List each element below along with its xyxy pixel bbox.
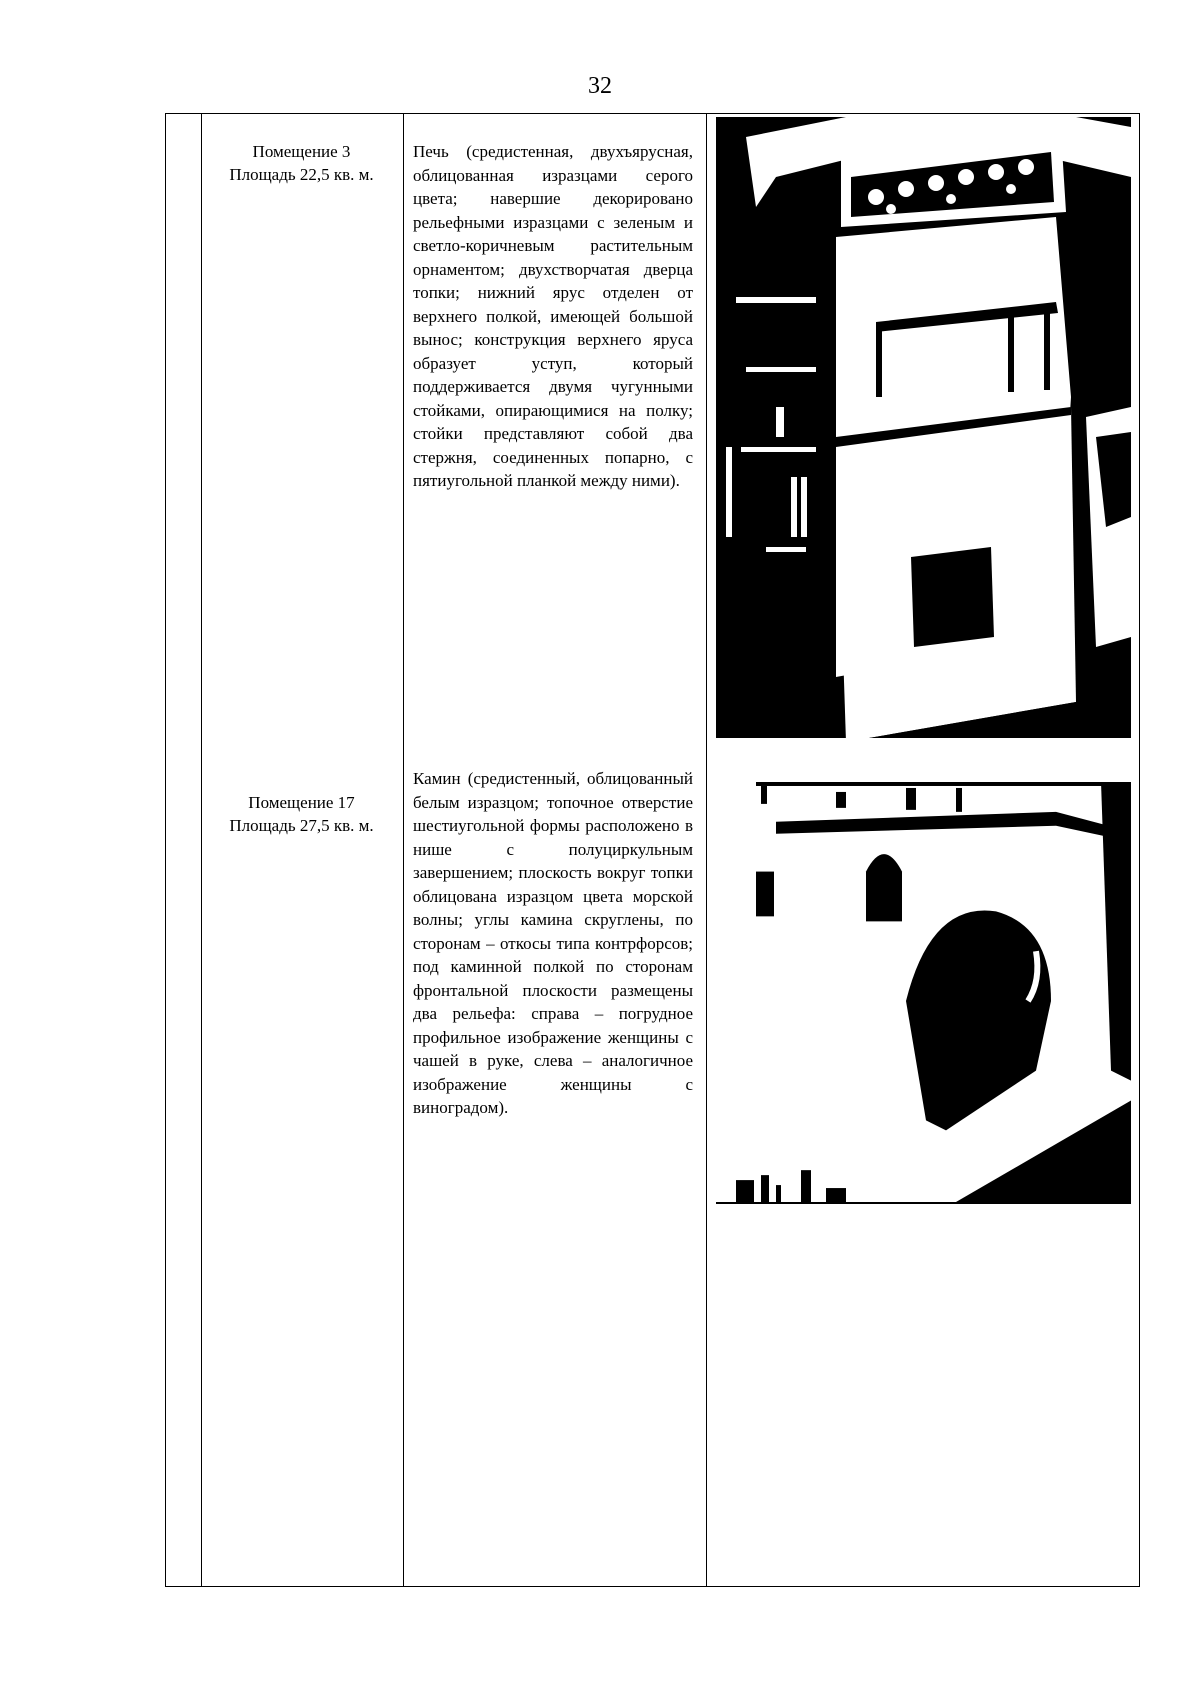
stove-photo <box>716 117 1131 738</box>
room-area: Площадь 27,5 кв. м. <box>229 816 374 835</box>
table-divider-3 <box>706 113 707 1587</box>
room-label-1 <box>203 140 400 186</box>
room-name: Помещение 17 <box>248 793 355 812</box>
table-divider-1 <box>201 113 202 1587</box>
page-number: 32 <box>588 73 612 99</box>
fireplace-photo-graphic <box>716 782 1131 1202</box>
room-name: Помещение 3 <box>252 142 351 161</box>
stove-photo-graphic <box>716 117 1131 738</box>
room-label-2 <box>203 791 400 837</box>
room-area: Площадь 22,5 кв. м. <box>229 165 374 184</box>
table-divider-2 <box>403 113 404 1587</box>
room-description-1: Печь (средистенная, двухъярусная, облицованная изразцами серого цвета; навершие декорировано рельефными изразцами с зеленым и светло-коричневым растительным орнаментом; двухстворчатая дверца топки; нижний ярус отделен от верхнего полкой, имеющей большой вынос; конструкция верхнего яруса образует уступ, который поддерживается двумя чугунными стойками, опирающимися на полку; стойки представляют собой два стержня, соединенных попарно, с пятиугольной планкой между ними). <box>413 142 693 490</box>
fireplace-photo <box>716 782 1131 1204</box>
room-description-2: Камин (средистенный, облицованный белым изразцом; топочное отверстие шестиугольной формы расположено в нише с полуциркульным завершением; плоскость вокруг топки облицована изразцом цвета морской волны; углы камина скруглены, по сторонам – откосы типа контрфорсов; под каминной полкой по сторонам фронтальной плоскости размещены два рельефа: справа – погрудное профильное изображение женщины с чашей в руке, слева – аналогичное изображение женщины с виноградом). <box>413 769 693 1117</box>
